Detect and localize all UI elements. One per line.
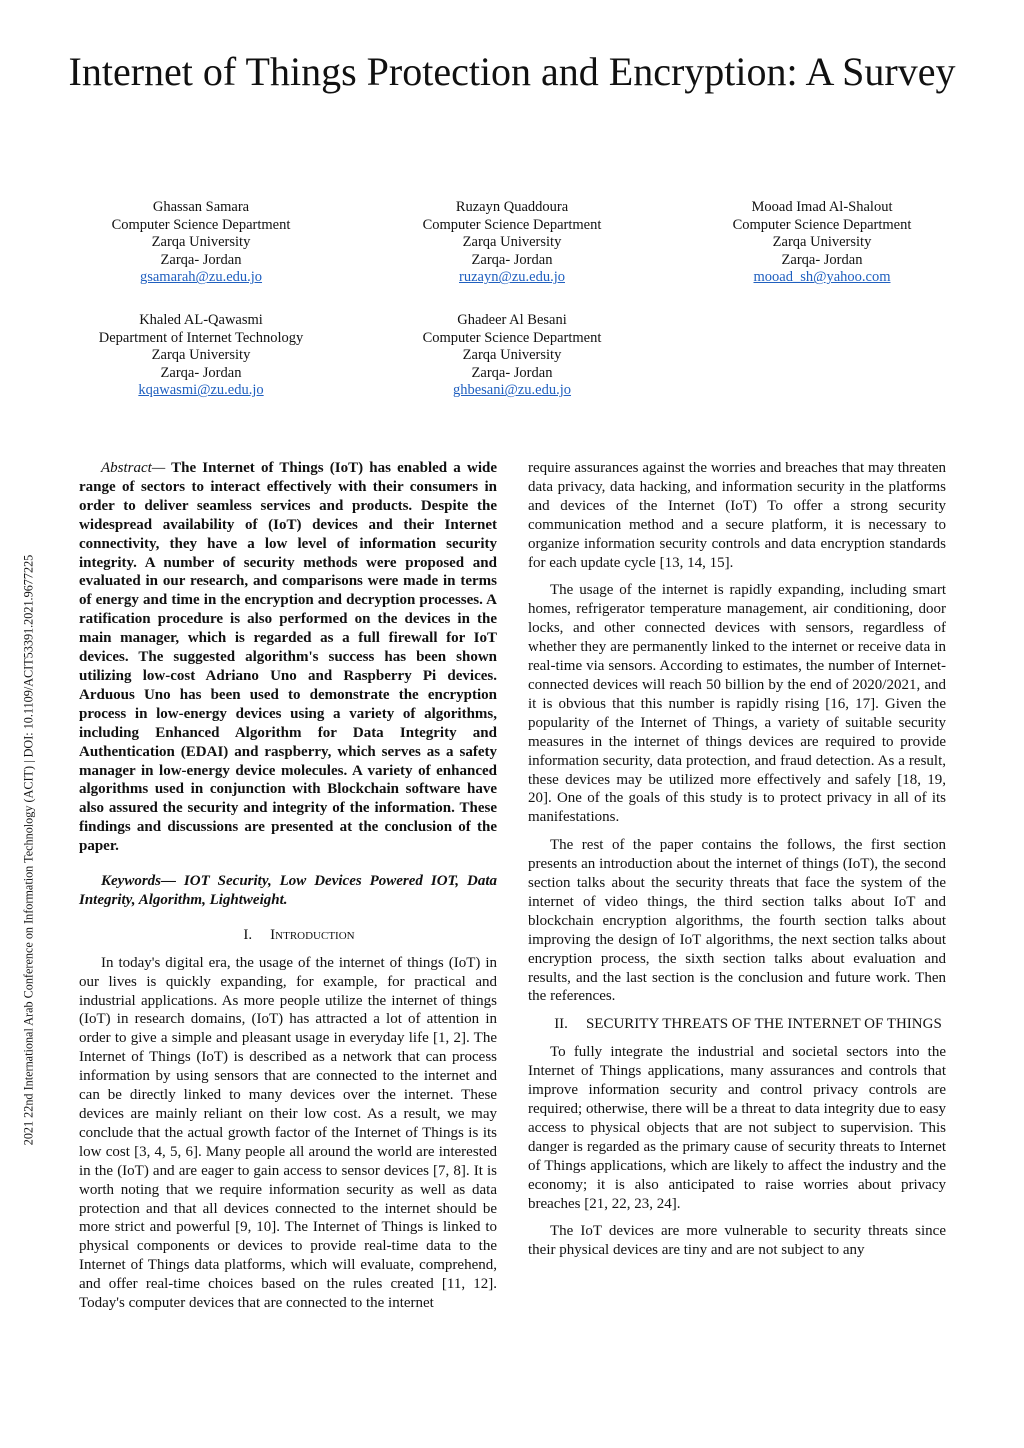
body-paragraph: The IoT devices are more vulnerable to security threats since their physical devices are tiny and are not subject to any [528,1223,946,1259]
author-university: Zarqa University [151,347,251,364]
author-university: Zarqa University [772,234,872,251]
author-location: Zarqa- Jordan [781,251,863,268]
doi-side-identifier: 2021 22nd International Arab Conference on Information Technology (ACIT) | DOI: 10.1109/ACIT53391.2021.9677225 [21,554,36,1146]
author-location: Zarqa- Jordan [471,251,553,268]
author-location: Zarqa- Jordan [471,364,553,381]
abstract-label: Abstract [101,460,152,476]
section-title: Introduction [270,926,355,943]
author-email-link[interactable]: mooad_sh@yahoo.com [753,269,891,286]
author-name: Khaled AL-Qawasmi [139,312,263,328]
author-block-4 [81,312,321,400]
author-department: Computer Science Department [732,216,912,233]
keywords-label: Keywords— [101,873,176,890]
author-department: Department of Internet Technology [98,329,304,346]
author-university: Zarqa University [151,234,251,251]
author-location: Zarqa- Jordan [160,364,242,381]
abstract-text: The Internet of Things (IoT) has enabled a wide range of sectors to interact effectively with their consumers in order to deliver seamless services and products. Despite the widespread availability of (IoT) devices and their Internet connectivity, they have a low level of information security integrity. A number of security methods were proposed and evaluated in our research, and comparisons were made in terms of energy and time in the encryption and decryption processes. A ratification procedure is also performed on the devices in the main manager, which is regarded as a full firewall for IoT devices. The suggested algorithm's success has been shown utilizing low-cost Adriano Uno and Raspberry Pi devices. Arduous Uno has been used to demonstrate the encryption process in low-energy devices using a variety of algorithms, including Enhanced Algorithm for Data Integrity and Authentication (EDAI) and raspberry, which serves as a safety manager in low-energy device molecules. A variety of enhanced algorithms used in conjunction with Blockchain software have also assured the security and integrity of the information. These findings and discussions are presented at the conclusion of the paper. [79,460,497,855]
author-block-2 [392,199,632,287]
author-university: Zarqa University [462,347,562,364]
author-location: Zarqa- Jordan [160,251,242,268]
author-email-link[interactable]: ruzayn@zu.edu.jo [459,269,565,286]
section-heading-security-threats [528,1015,946,1034]
left-column [79,459,497,1313]
author-name: Ghadeer Al Besani [457,312,567,328]
section-heading-introduction [79,926,497,945]
author-department: Computer Science Department [422,216,602,233]
author-email-link[interactable]: kqawasmi@zu.edu.jo [138,382,264,399]
author-department: Computer Science Department [111,216,291,233]
introduction-paragraph: In today's digital era, the usage of the internet of things (IoT) in our lives is quickly expanding, for example, for practical and industrial applications. As more people utilize the internet of things (IoT) in research domains, (IoT) has attracted a lot of attention in order to give a simple and pleasant usage in everyday life [1, 2]. The Internet of Things (IoT) is described as a network that can process information by using sensors that are connected to the internet and can be directly linked to many devices over the internet. These devices are mainly reliant on their low cost. As a result, we may conclude that the actual growth factor of the Internet of Things is its low cost [3, 4, 5, 6]. Many people all around the world are interested in the (IoT) and are eager to gain access to sensor devices [7, 8]. It is worth noting that we require information security as well as data protection and that all devices connected to the internet should be more strict and powerful [9, 10]. The Internet of Things is linked to physical components or devices to provide real-time data to the Internet of Things data platforms, which will evaluate, comprehend, and offer real-time choices based on the rules created [11, 12]. Today's computer devices that are connected to the internet [79,954,497,1312]
abstract-dash: — [151,460,166,476]
paper-title: Internet of Things Protection and Encryption: A Survey [68,49,956,94]
abstract-paragraph [79,459,497,856]
body-paragraph: The rest of the paper contains the follows, the first section presents an introduction about the internet of things (IoT), the second section talks about the security threats that face the system of the internet of video things, the third section talks about IoT and blockchain encryption algorithms, the fourth section talks about improving the design of IoT algorithms, the next section talks about encryption process, the sixth section talks about evaluation and results, and the last section is the conclusion and future work. Then the references. [528,837,946,1005]
author-name: Ghassan Samara [152,199,250,215]
author-block-1 [81,199,321,287]
right-column [528,459,946,1260]
section-number: I. [243,926,253,943]
keywords-text: IOT Security, Low Devices Powered IOT, Data Integrity, Algorithm, Lightweight. [79,873,497,908]
body-paragraph: require assurances against the worries and breaches that may threaten data privacy, data hacking, and information security in the platforms and devices of the Internet (IoT) To offer a strong security communication method and a secure platform, it is necessary to organize information security controls and data encryption standards for each update cycle [13, 14, 15]. [528,460,946,571]
author-name: Mooad Imad Al-Shalout [751,199,893,215]
author-block-5 [392,312,632,400]
body-paragraph: To fully integrate the industrial and societal sectors into the Internet of Things applications, many assurances and controls that improve information security and control privacy controls are required; otherwise, there will be a threat to data integrity due to easy access to physical objects that are not subject to supervision. This danger is regarded as the primary cause of security threats to Internet of Things applications, which are likely to affect the industry and the economy; it is also anticipated to raise worries about privacy breaches [21, 22, 23, 24]. [528,1044,946,1212]
section-title: SECURITY THREATS OF THE INTERNET OF THINGS [585,1016,942,1033]
author-email-link[interactable]: ghbesani@zu.edu.jo [452,382,572,399]
author-department: Computer Science Department [422,329,602,346]
author-university: Zarqa University [462,234,562,251]
author-name: Ruzayn Quaddoura [455,199,569,215]
keywords-paragraph [79,872,497,910]
author-block-3 [702,199,942,287]
body-paragraph: The usage of the internet is rapidly expanding, including smart homes, refrigerator temperature management, air conditioning, door locks, and other connected devices with sensors, regardless of whether they are permanently linked to the internet or receive data in real-time via sensors. According to estimates, the number of Internet-connected devices will reach 50 billion by the end of 2020/2021, and it is obvious that this number is rapidly rising [16, 17]. Given the popularity of the Internet of Things, a variety of suitable security measures in the internet of things devices are required to provide information security, data protection, and fraud detection. As a result, these devices may be utilized more effectively and safely [18, 19, 20]. One of the goals of this study is to protect privacy in all of its manifestations. [528,582,946,826]
author-email-link[interactable]: gsamarah@zu.edu.jo [139,269,263,286]
section-number: II. [554,1016,568,1033]
